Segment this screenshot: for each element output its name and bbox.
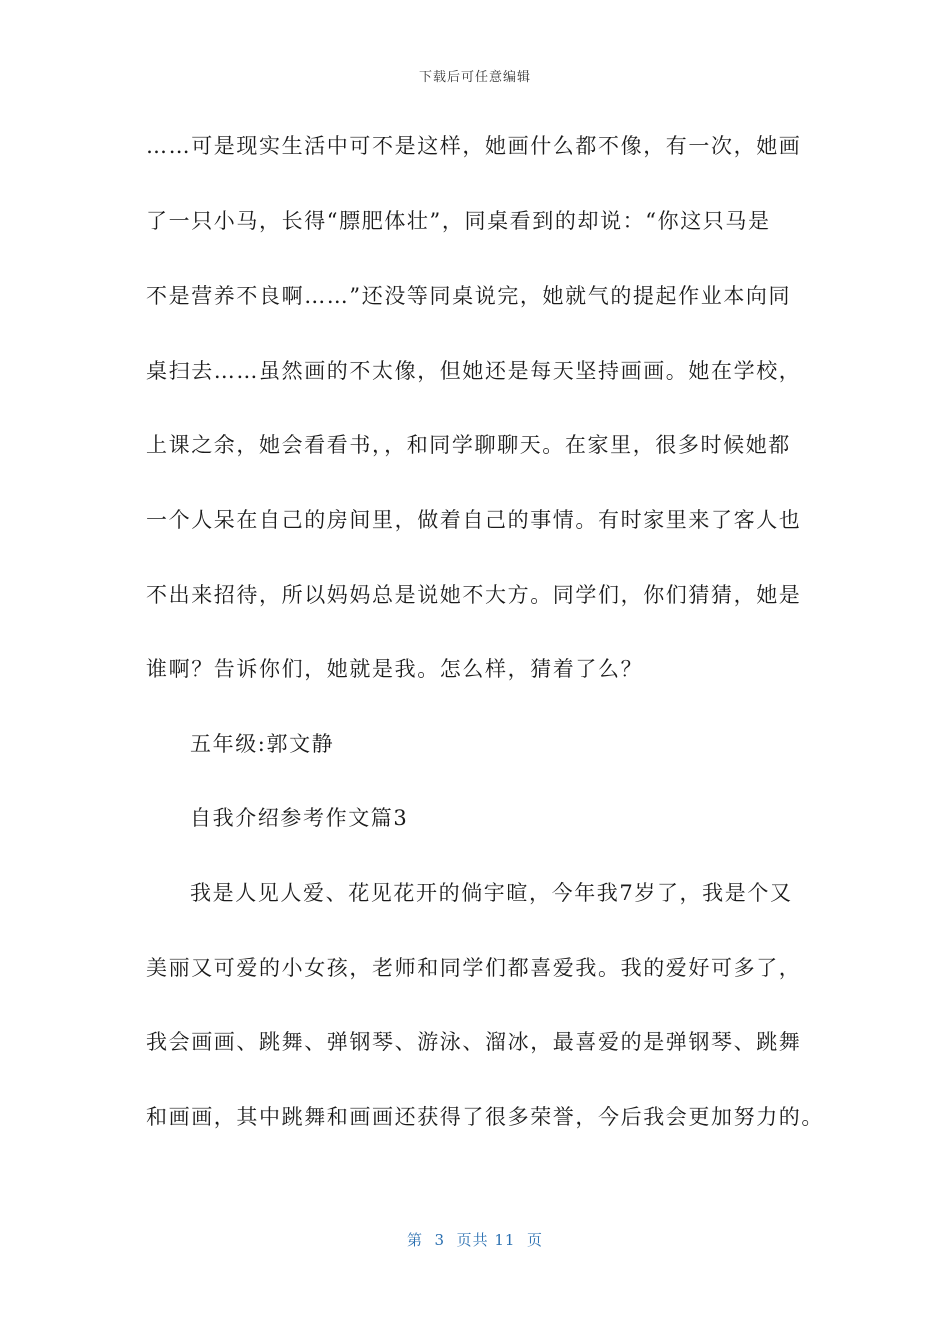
paragraph-line: 一个人呆在自己的房间里，做着自己的事情。有时家里来了客人也 [146,508,802,532]
page-number-footer: 第 3 页共 11 页 [406,1231,543,1249]
paragraph-line: 桌扫去……虽然画的不太像，但她还是每天坚持画画。她在学校， [146,359,802,383]
paragraph-line: 了一只小马，长得“膘肥体壮”，同桌看到的却说：“你这只马是 [146,209,771,233]
section-title: 自我介绍参考作文篇3 [190,806,409,830]
paragraph-line: ……可是现实生活中可不是这样，她画什么都不像，有一次，她画 [146,134,802,158]
paragraph-line: 上课之余，她会看看书，，和同学聊聊天。在家里，很多时候她都 [146,433,791,457]
paragraph-line: 谁啊？告诉你们，她就是我。怎么样，猜着了么？ [146,657,644,681]
paragraph-line: 和画画，其中跳舞和画画还获得了很多荣誉，今后我会更加努力的。 [146,1105,824,1129]
page-header: 下载后可任意编辑 [418,70,531,85]
paragraph-line: 不是营养不良啊……”还没等同桌说完，她就气的提起作业本向同 [146,284,792,308]
author-signature: 五年级:郭文静 [190,732,335,756]
paragraph-line: 我会画画、跳舞、弹钢琴、游泳、溜冰，最喜爱的是弹钢琴、跳舞 [146,1030,802,1054]
paragraph-line: 我是人见人爱、花见花开的倘宇暄，今年我7岁了，我是个又 [190,881,793,905]
paragraph-line: 美丽又可爱的小女孩，老师和同学们都喜爱我。我的爱好可多了， [146,956,802,980]
paragraph-line: 不出来招待，所以妈妈总是说她不大方。同学们，你们猜猜，她是 [146,583,802,607]
